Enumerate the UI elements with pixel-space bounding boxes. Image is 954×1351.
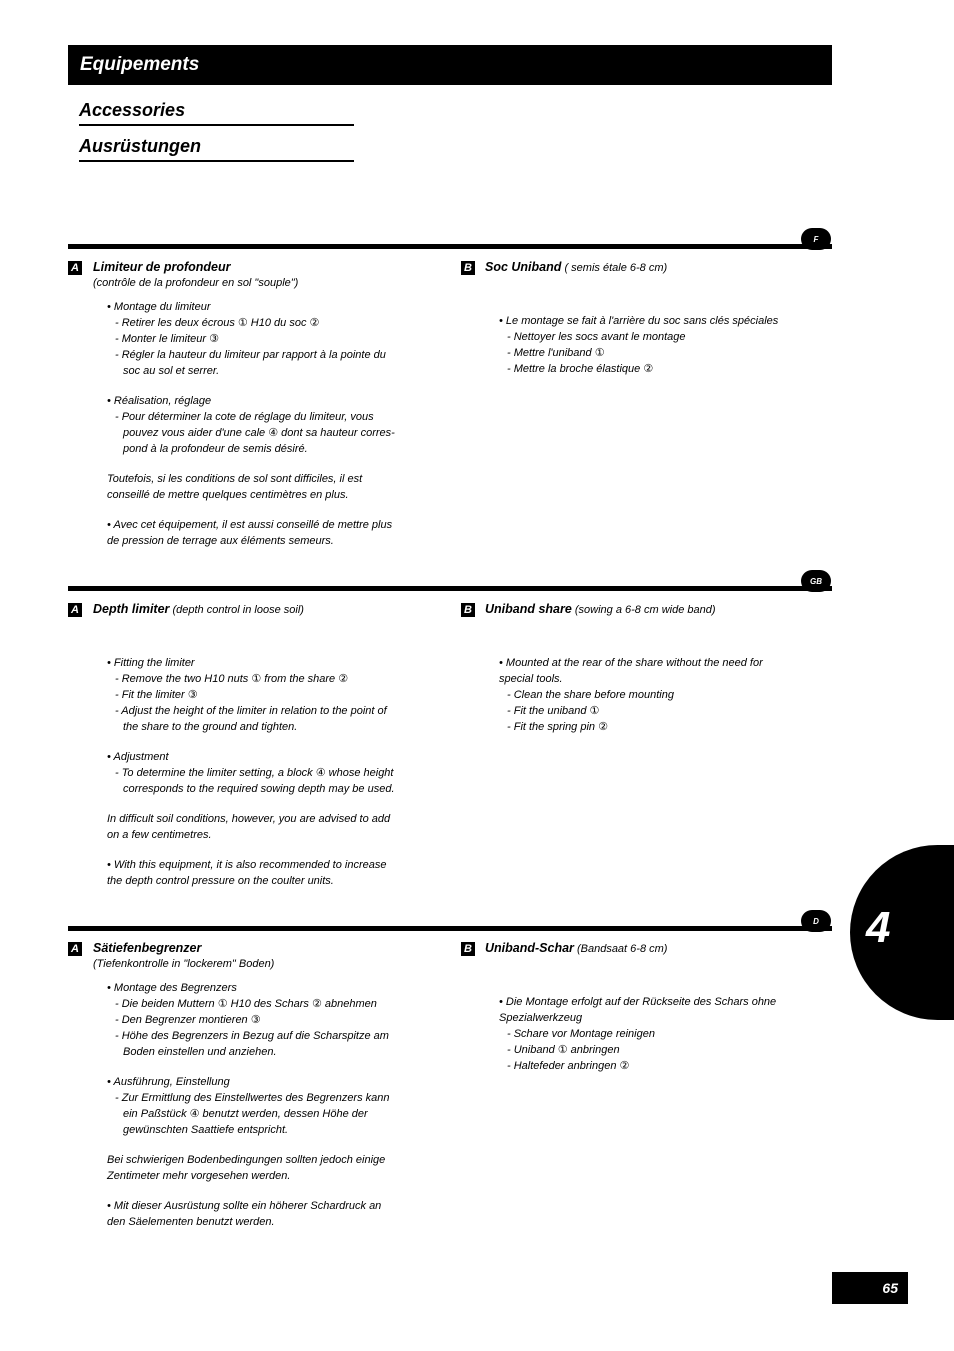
item-title	[93, 260, 231, 274]
item-title	[485, 941, 667, 955]
instruction-line: • Avec cet équipement, il est aussi conseillé de mettre plus	[107, 519, 393, 531]
subheading-german: Ausrüstungen	[79, 136, 354, 162]
language-tab: GB	[801, 570, 831, 592]
instruction-line: pond à la profondeur de semis désiré.	[123, 443, 308, 455]
instruction-line: - Den Begrenzer montieren ③	[115, 1014, 261, 1026]
instruction-line: • Mit dieser Ausrüstung sollte ein höherer Schardruck an	[107, 1200, 382, 1212]
spacer	[485, 980, 776, 994]
section-rule	[68, 926, 832, 931]
item-title-text: Limiteur de profondeur	[93, 260, 231, 274]
spacer	[93, 1138, 390, 1152]
item-letter-badge: B	[461, 603, 475, 617]
instruction-line: • Mounted at the rear of the share without the need for	[499, 657, 763, 669]
instruction-line: gewünschten Saattiefe entspricht.	[123, 1124, 289, 1136]
item-title	[485, 602, 716, 616]
chapter-tab	[850, 845, 954, 1020]
section-rule	[68, 586, 832, 591]
item-letter-badge: B	[461, 942, 475, 956]
instruction-line: the share to the ground and tighten.	[123, 721, 298, 733]
instruction-line: • Le montage se fait à l'arrière du soc sans clés spéciales	[499, 315, 779, 327]
instruction-line: - Mettre la broche élastique ②	[507, 363, 654, 375]
language-tab: D	[801, 910, 831, 932]
instruction-line: - Adjust the height of the limiter in relation to the point of	[115, 705, 387, 717]
instruction-line: - Remove the two H10 nuts ① from the share ②	[115, 673, 349, 685]
item-title-note: (Bandsaat 6-8 cm)	[573, 943, 668, 955]
instruction-line: - Régler la hauteur du limiteur par rapport à la pointe du	[115, 349, 386, 361]
instruction-line: - Nettoyer les socs avant le montage	[507, 331, 686, 343]
spacer	[93, 457, 395, 471]
instruction-line: • Réalisation, réglage	[107, 395, 212, 407]
instruction-line: special tools.	[499, 673, 563, 685]
instruction-line: - Uniband ① anbringen	[507, 1044, 620, 1056]
item-title	[93, 602, 304, 616]
item-title	[93, 941, 201, 955]
instruction-line: - Die beiden Muttern ① H10 des Schars ② abnehmen	[115, 998, 377, 1010]
item-title-note: ( semis étale 6-8 cm)	[561, 262, 668, 274]
instruction-line: - Zur Ermittlung des Einstellwertes des Begrenzers kann	[115, 1092, 390, 1104]
instruction-line: Spezialwerkzeug	[499, 1012, 583, 1024]
item-title-text: Uniband share	[485, 602, 572, 616]
item-letter-badge: A	[68, 603, 82, 617]
instruction-line: conseillé de mettre quelques centimètres en plus.	[107, 489, 349, 501]
instruction-line: the depth control pressure on the coulter units.	[107, 875, 334, 887]
instruction-line: • Montage des Begrenzers	[107, 982, 237, 994]
instruction-line: • Adjustment	[107, 751, 169, 763]
item-title-note: (depth control in loose soil)	[169, 604, 304, 616]
instruction-line: den Säelementen benutzt werden.	[107, 1216, 275, 1228]
section-rule	[68, 244, 832, 249]
spacer	[93, 641, 395, 655]
instruction-line: - Haltefeder anbringen ②	[507, 1060, 630, 1072]
instruction-line: In difficult soil conditions, however, you are advised to add	[107, 813, 391, 825]
instruction-line: - Clean the share before mounting	[507, 689, 674, 701]
item-title-text: Soc Uniband	[485, 260, 562, 274]
language-tab: F	[801, 228, 831, 250]
instruction-line: pouvez vous aider d'une cale ④ dont sa hauteur corres-	[123, 427, 395, 439]
spacer	[93, 1184, 390, 1198]
instruction-line: soc au sol et serrer.	[123, 365, 220, 377]
item-letter-badge: A	[68, 261, 82, 275]
subheading-english: Accessories	[79, 100, 354, 126]
spacer	[485, 299, 778, 313]
item-title	[485, 260, 667, 274]
item-instructions	[485, 980, 776, 1074]
item-subtitle: (contrôle de la profondeur en sol "souple")	[93, 277, 299, 289]
item-letter-badge: B	[461, 261, 475, 275]
item-instructions	[93, 980, 390, 1230]
header-bar	[68, 45, 832, 85]
item-title-text: Depth limiter	[93, 602, 170, 616]
spacer	[93, 1060, 390, 1074]
item-instructions	[485, 641, 763, 735]
instruction-line: Zentimeter mehr vorgesehen werden.	[107, 1170, 291, 1182]
item-title-text: Sätiefenbegrenzer	[93, 941, 202, 955]
instruction-line: ein Paßstück ④ benutzt werden, dessen Höhe der	[123, 1108, 368, 1120]
item-instructions	[93, 641, 395, 889]
instruction-line: • Die Montage erfolgt auf der Rückseite des Schars ohne	[499, 996, 777, 1008]
instruction-line: - Mettre l'uniband ①	[507, 347, 605, 359]
item-instructions	[93, 299, 395, 549]
item-subtitle: (Tiefenkontrolle in "lockerem" Boden)	[93, 958, 275, 970]
instruction-line: Bei schwierigen Bodenbedingungen sollten jedoch einige	[107, 1154, 386, 1166]
instruction-line: - Retirer les deux écrous ① H10 du soc ②	[115, 317, 320, 329]
instruction-line: on a few centimetres.	[107, 829, 212, 841]
instruction-line: - Schare vor Montage reinigen	[507, 1028, 655, 1040]
spacer	[93, 735, 395, 749]
spacer	[93, 843, 395, 857]
instruction-line: • Fitting the limiter	[107, 657, 195, 669]
instruction-line: • Ausführung, Einstellung	[107, 1076, 230, 1088]
item-letter-badge: A	[68, 942, 82, 956]
instruction-line: - Fit the spring pin ②	[507, 721, 608, 733]
instruction-line: - To determine the limiter setting, a block ④ whose height	[115, 767, 394, 779]
instruction-line: - Fit the limiter ③	[115, 689, 198, 701]
instruction-line: - Fit the uniband ①	[507, 705, 600, 717]
page-title: Equipements	[80, 54, 200, 75]
page-number: 65	[832, 1272, 908, 1304]
instruction-line: de pression de terrage aux éléments semeurs.	[107, 535, 334, 547]
item-title-note: (sowing a 6-8 cm wide band)	[571, 604, 716, 616]
item-instructions	[485, 299, 778, 377]
instruction-line: - Höhe des Begrenzers in Bezug auf die Scharspitze am	[115, 1030, 389, 1042]
instruction-line: • With this equipment, it is also recommended to increase	[107, 859, 387, 871]
spacer	[485, 641, 763, 655]
instruction-line: - Monter le limiteur ③	[115, 333, 219, 345]
spacer	[93, 797, 395, 811]
instruction-line: - Pour déterminer la cote de réglage du limiteur, vous	[115, 411, 374, 423]
spacer	[93, 503, 395, 517]
instruction-line: Toutefois, si les conditions de sol sont difficiles, il est	[107, 473, 363, 485]
instruction-line: Boden einstellen und anziehen.	[123, 1046, 277, 1058]
spacer	[93, 379, 395, 393]
item-title-text: Uniband-Schar	[485, 941, 574, 955]
instruction-line: • Montage du limiteur	[107, 301, 211, 313]
chapter-number: 4	[866, 903, 891, 952]
instruction-line: corresponds to the required sowing depth may be used.	[123, 783, 395, 795]
